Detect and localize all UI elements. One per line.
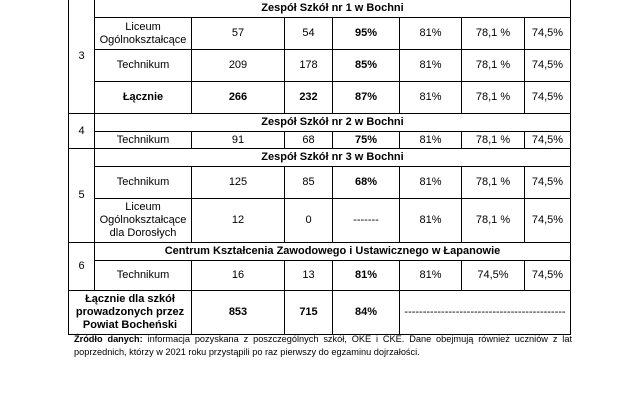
cell-pass-rate: 68% [333, 167, 400, 199]
cell-voivodeship-rate: 78,1 % [462, 18, 525, 50]
cell-voivodeship-rate: 78,1 % [462, 132, 525, 149]
group-number: 4 [69, 114, 95, 149]
cell-country-rate: 74,5% [525, 199, 571, 243]
group-header-row [69, 0, 571, 18]
cell-enrolled: 12 [192, 199, 285, 243]
cell-country-rate: 74,5% [525, 50, 571, 82]
cell-enrolled: 209 [192, 50, 285, 82]
cell-voivodeship-rate: 78,1 % [462, 50, 525, 82]
cell-region-rate: 81% [400, 261, 462, 291]
cell-pass-rate: ------- [333, 199, 400, 243]
cell-enrolled: 266 [192, 82, 285, 114]
total-row [69, 291, 571, 335]
group-number: 6 [69, 243, 95, 291]
cell-pass-rate: 85% [333, 50, 400, 82]
school-type: Technikum [95, 132, 192, 149]
cell-country-rate: 74,5% [525, 261, 571, 291]
group-number: 5 [69, 149, 95, 243]
cell-country-rate: 74,5% [525, 167, 571, 199]
table-row [69, 199, 571, 243]
school-type: Technikum [95, 167, 192, 199]
results-table [68, 0, 571, 335]
table-row [69, 261, 571, 291]
cell-passed: 13 [285, 261, 333, 291]
cell-region-rate: 81% [400, 18, 462, 50]
cell-enrolled: 57 [192, 18, 285, 50]
group-header-row [69, 114, 571, 132]
total-dash: -------------------------------------------- [400, 291, 571, 335]
cell-region-rate: 81% [400, 50, 462, 82]
cell-pass-rate: 87% [333, 82, 400, 114]
source-note [74, 333, 572, 359]
school-type: Technikum [95, 261, 192, 291]
cell-voivodeship-rate: 78,1 % [462, 167, 525, 199]
cell-enrolled: 16 [192, 261, 285, 291]
group-header-row [69, 243, 571, 261]
table-row [69, 50, 571, 82]
cell-pass-rate: 75% [333, 132, 400, 149]
school-type: Liceum Ogólnokształcące [95, 18, 192, 50]
cell-passed: 0 [285, 199, 333, 243]
school-type: Technikum [95, 50, 192, 82]
school-name: Zespół Szkół nr 3 w Bochni [95, 149, 571, 167]
cell-voivodeship-rate: 78,1 % [462, 82, 525, 114]
cell-pass-rate: 95% [333, 18, 400, 50]
cell-enrolled: 91 [192, 132, 285, 149]
cell-pass-rate: 81% [333, 261, 400, 291]
school-name: Centrum Kształcenia Zawodowego i Ustawicznego w Łapanowie [95, 243, 571, 261]
group-header-row [69, 149, 571, 167]
cell-enrolled: 125 [192, 167, 285, 199]
cell-country-rate: 74,5% [525, 18, 571, 50]
table-row [69, 18, 571, 50]
total-passed: 715 [285, 291, 333, 335]
cell-region-rate: 81% [400, 132, 462, 149]
school-name: Zespół Szkół nr 2 w Bochni [95, 114, 571, 132]
school-name: Zespół Szkół nr 1 w Bochni [95, 0, 571, 18]
cell-voivodeship-rate: 78,1 % [462, 199, 525, 243]
school-type: Łącznie [95, 82, 192, 114]
total-pass-rate: 84% [333, 291, 400, 335]
group-number: 3 [69, 0, 95, 114]
cell-region-rate: 81% [400, 167, 462, 199]
cell-voivodeship-rate: 74,5% [462, 261, 525, 291]
cell-country-rate: 74,5% [525, 82, 571, 114]
total-enrolled: 853 [192, 291, 285, 335]
source-label: Źródło danych: [74, 334, 143, 344]
school-type: Liceum Ogólnokształcące dla Dorosłych [95, 199, 192, 243]
cell-passed: 232 [285, 82, 333, 114]
source-text: informacja pozyskana z poszczególnych szkół, OKE i CKE. Dane obejmują również uczniów z lat poprzednich, którzy w 2021 roku przystąpili po raz pierwszy do egzaminu dojrzałości. [74, 334, 572, 357]
cell-passed: 178 [285, 50, 333, 82]
table-row [69, 132, 571, 149]
table-row [69, 82, 571, 114]
total-label: Łącznie dla szkół prowadzonych przez Powiat Bocheński [69, 291, 192, 335]
cell-region-rate: 81% [400, 82, 462, 114]
table-row [69, 167, 571, 199]
cell-passed: 68 [285, 132, 333, 149]
cell-country-rate: 74,5% [525, 132, 571, 149]
cell-passed: 54 [285, 18, 333, 50]
cell-region-rate: 81% [400, 199, 462, 243]
cell-passed: 85 [285, 167, 333, 199]
